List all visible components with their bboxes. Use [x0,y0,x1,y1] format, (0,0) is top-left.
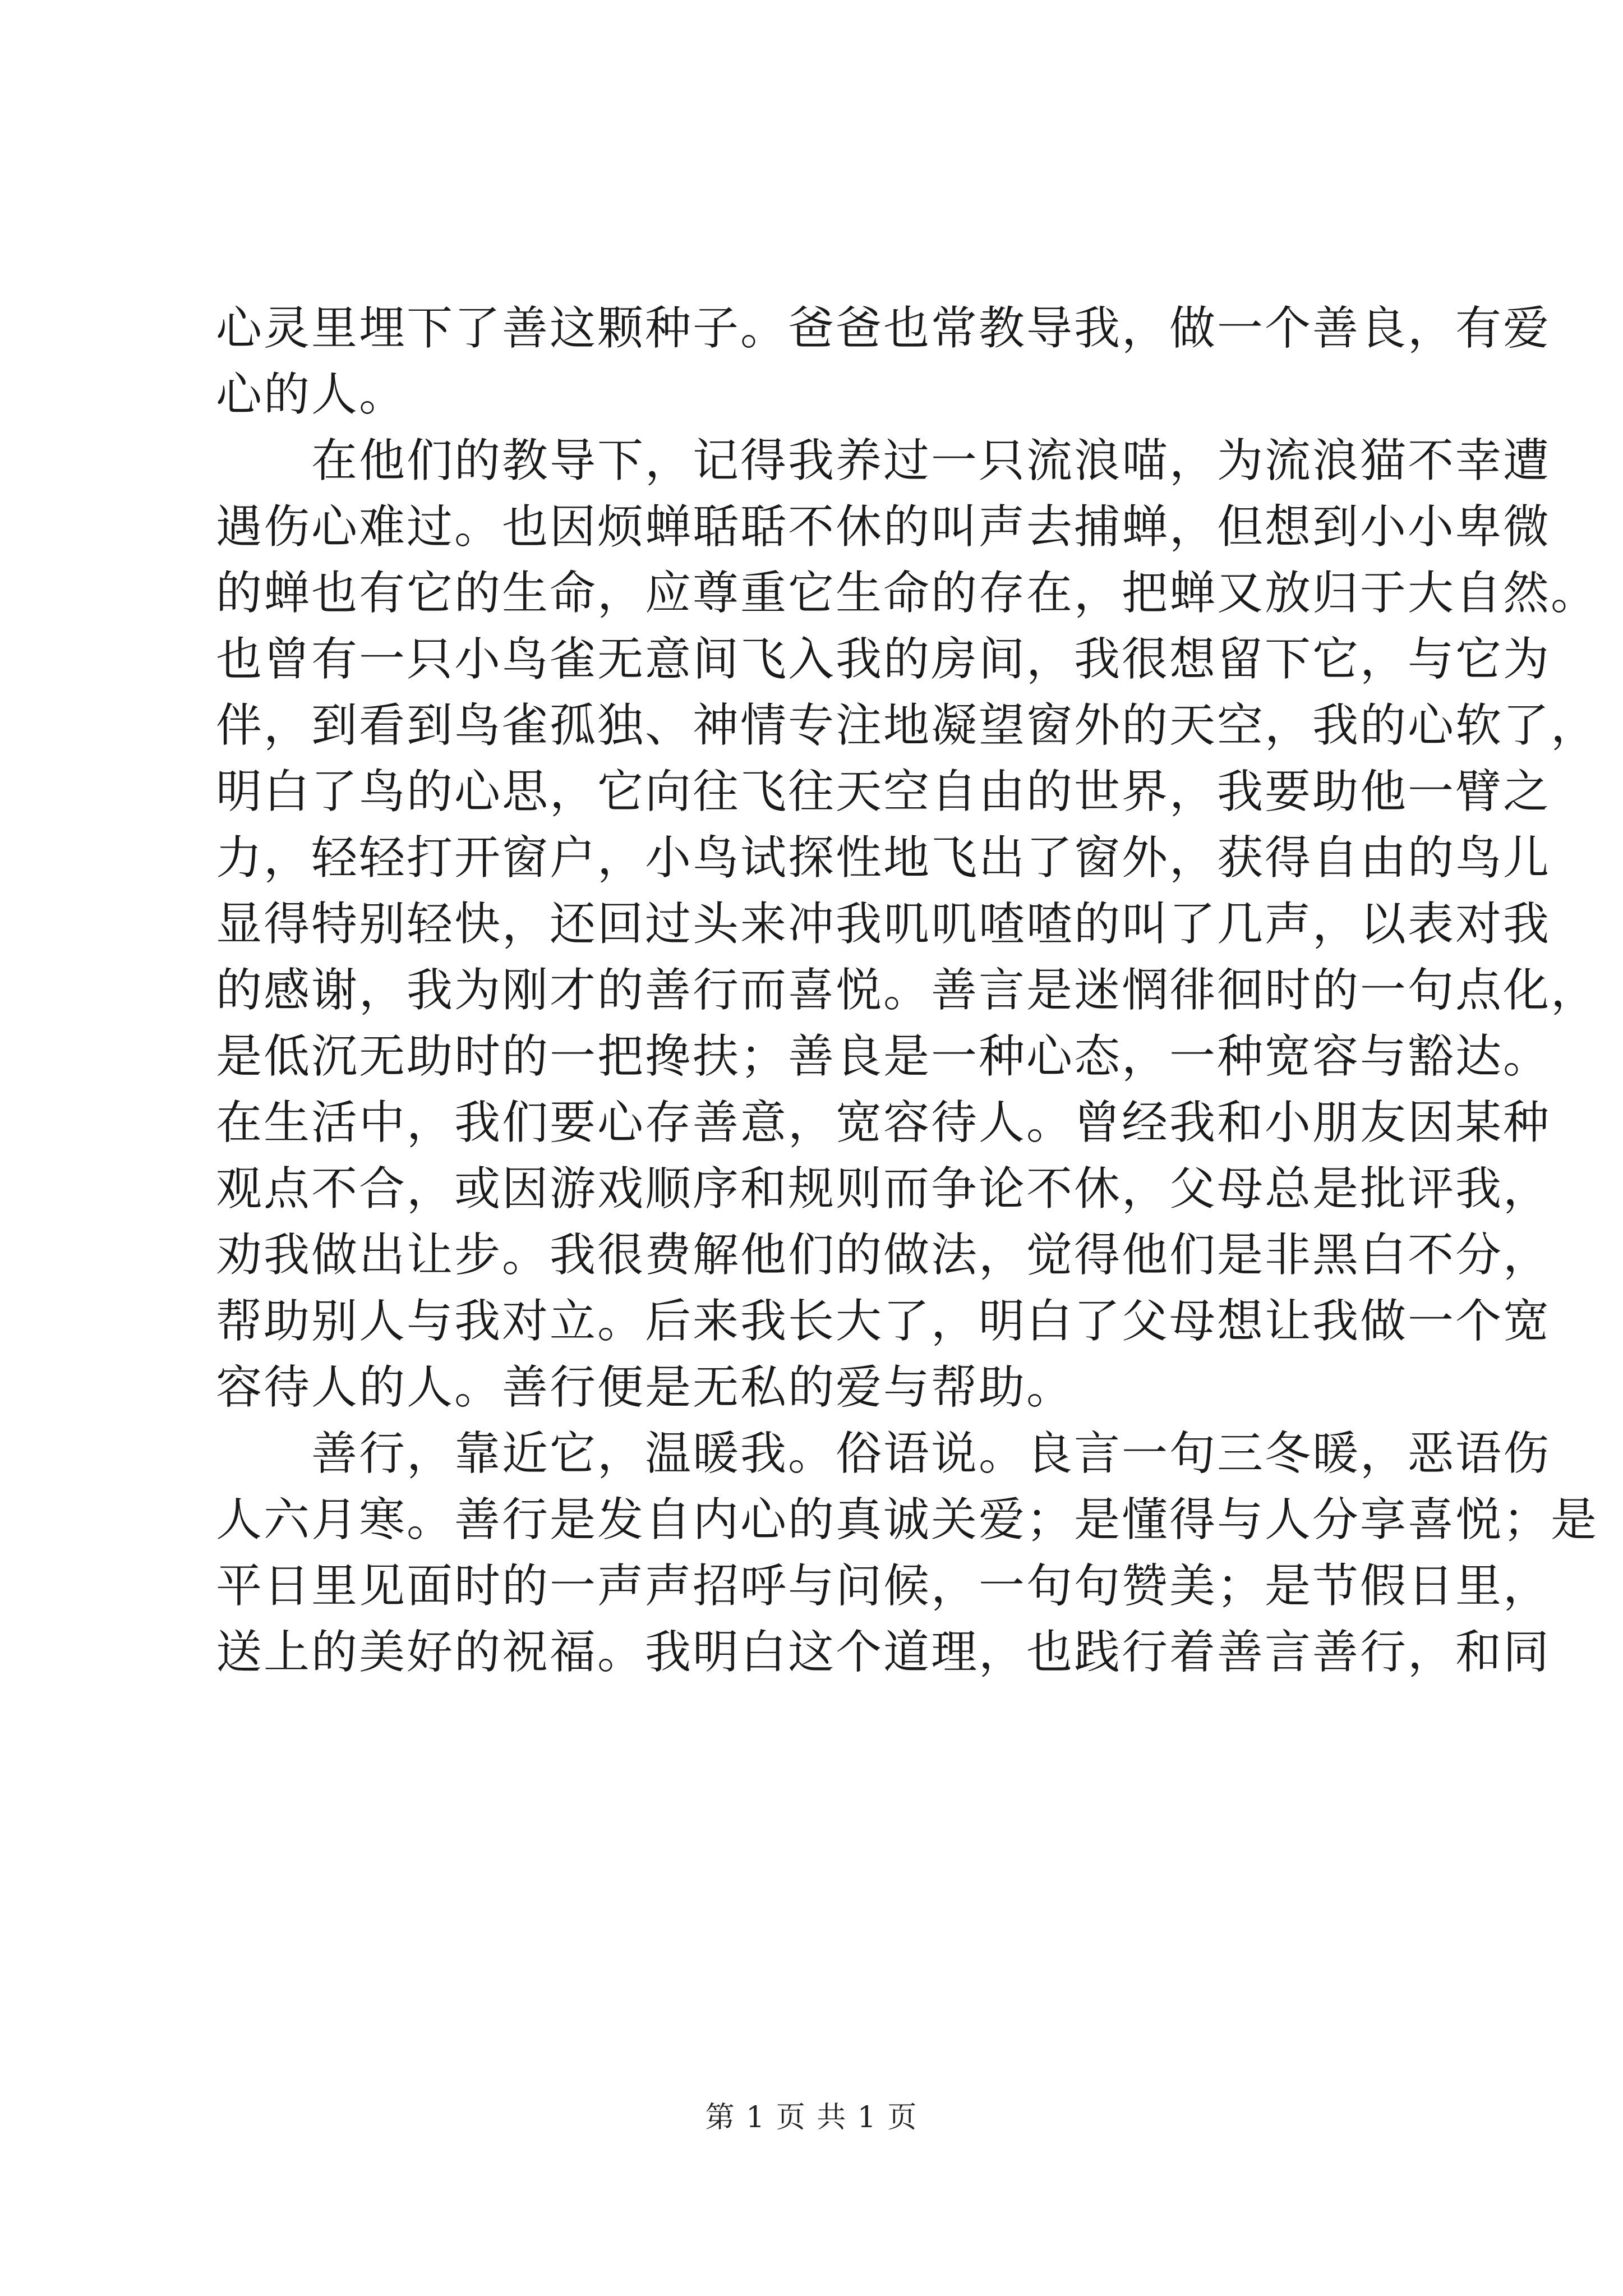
document-body [216,296,1599,1686]
text-line: 容待人的人。善行便是无私的爱与帮助。 [216,1361,1075,1414]
text-line: 在他们的教导下，记得我养过一只流浪喵，为流浪猫不幸遭 [216,434,1551,487]
text-line: 力，轻轻打开窗户，小鸟试探性地飞出了窗外，获得自由的鸟儿 [216,831,1551,885]
page-number-label: 第 1 页 共 1 页 [705,2101,918,2134]
text-line: 平日里见面时的一声声招呼与问候，一句句赞美；是节假日里， [216,1559,1551,1613]
text-line: 遇伤心难过。也因烦蝉聒聒不休的叫声去捕蝉，但想到小小卑微 [216,500,1551,554]
text-line: 的蝉也有它的生命，应尊重它生命的存在，把蝉又放归于大自然。 [216,567,1599,620]
text-line: 善行，靠近它，温暖我。俗语说。良言一句三冬暖，恶语伤 [216,1427,1551,1480]
text-line: 劝我做出让步。我很费解他们的做法，觉得他们是非黑白不分， [216,1228,1551,1282]
text-line: 观点不合，或因游戏顺序和规则而争论不休，父母总是批评我， [216,1162,1551,1216]
text-line: 明白了鸟的心思，它向往飞往天空自由的世界，我要助他一臂之 [216,765,1551,818]
text-line: 也曾有一只小鸟雀无意间飞入我的房间，我很想留下它，与它为 [216,633,1551,686]
text-line: 伴，到看到鸟雀孤独、神情专注地凝望窗外的天空，我的心软了， [216,699,1599,752]
page-footer [0,2098,1623,2137]
text-line: 帮助别人与我对立。后来我长大了，明白了父母想让我做一个宽 [216,1295,1551,1348]
text-line: 的感谢，我为刚才的善行而喜悦。善言是迷惘徘徊时的一句点化， [216,964,1599,1017]
text-line: 在生活中，我们要心存善意，宽容待人。曾经我和小朋友因某种 [216,1096,1551,1149]
text-line: 心的人。 [216,368,407,421]
text-line: 心灵里埋下了善这颗种子。爸爸也常教导我，做一个善良，有爱 [216,302,1551,355]
text-line: 是低沉无助时的一把搀扶；善良是一种心态，一种宽容与豁达。 [216,1030,1551,1083]
text-line: 人六月寒。善行是发自内心的真诚关爱；是懂得与人分享喜悦；是 [216,1493,1599,1547]
text-line: 显得特别轻快，还回过头来冲我叽叽喳喳的叫了几声，以表对我 [216,898,1551,951]
text-line: 送上的美好的祝福。我明白这个道理，也践行着善言善行，和同 [216,1626,1551,1679]
